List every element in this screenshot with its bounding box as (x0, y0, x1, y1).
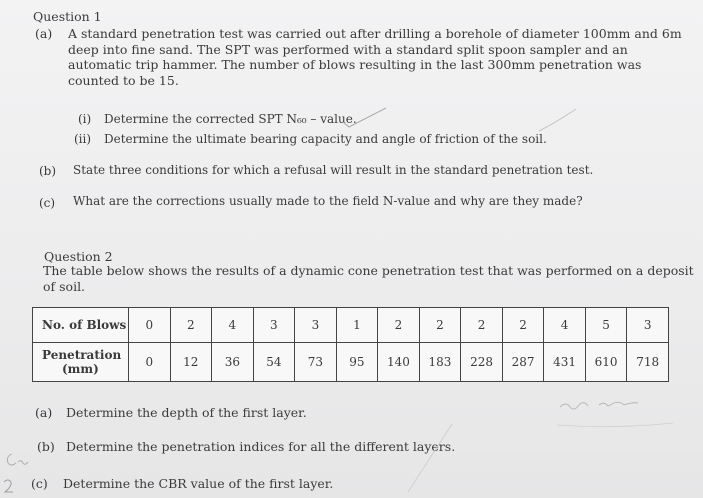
q2-intro-line: The table below shows the results of a dynamic cone penetration test that was performed on a deposit (43, 263, 694, 278)
q1-part-b-text: State three conditions for which a refusal will result in the standard penetration test. (73, 163, 594, 177)
q1-sub-ii-text: Determine the ultimate bearing capacity and angle of friction of the soil. (104, 132, 547, 146)
q2-part-c-text: Determine the CBR value of the first layer. (63, 476, 334, 491)
table-cell: 5 (585, 308, 627, 343)
row-header-blows: No. of Blows (33, 308, 129, 343)
row-header-penetration (33, 343, 129, 382)
pencil-tick-mark (340, 105, 390, 130)
q2-part-a-text: Determine the depth of the first layer. (66, 405, 307, 420)
table-cell: 4 (212, 308, 254, 343)
pencil-margin-note (0, 448, 34, 498)
table-cell: 54 (253, 343, 295, 382)
q1-a-line: automatic trip hammer. The number of blows resulting in the last 300mm penetration was (68, 57, 642, 72)
q1-a-line: counted to be 15. (68, 72, 179, 88)
table-cell: 183 (419, 343, 461, 382)
table-cell: 3 (253, 308, 295, 343)
q2-part-a-marker: (a) (35, 405, 53, 420)
table-cell: 4 (544, 308, 586, 343)
table-cell: 287 (502, 343, 544, 382)
q1-part-b-marker: (b) (39, 164, 57, 178)
q1-part-c-text: What are the corrections usually made to the field N-value and why are they made? (73, 194, 583, 208)
q2-intro-line: of soil. (43, 278, 86, 294)
q2-part-b-text: Determine the penetration indices for all the different layers. (66, 439, 456, 454)
pencil-scribble (555, 395, 685, 435)
table-cell: 228 (461, 343, 503, 382)
q1-a-line: A standard penetration test was carried out after drilling a borehole of diameter 100mm and 6m (68, 26, 682, 41)
pencil-slash-mark (535, 105, 580, 135)
table-cell: 0 (129, 343, 171, 382)
table-cell: 73 (295, 343, 337, 382)
table-cell: 1 (336, 308, 378, 343)
table-cell: 718 (627, 343, 669, 382)
table-cell: 2 (461, 308, 503, 343)
table-cell: 2 (170, 308, 212, 343)
table-cell: 140 (378, 343, 420, 382)
table-cell: 431 (544, 343, 586, 382)
q2-intro-text (43, 263, 694, 294)
q2-part-b-marker: (b) (37, 439, 55, 454)
table-cell: 36 (212, 343, 254, 382)
q1-part-a-marker: (a) (35, 26, 53, 41)
table-row-blows (33, 308, 669, 343)
q2-part-c-marker: (c) (31, 476, 48, 491)
table-cell: 12 (170, 343, 212, 382)
question-1-title: Question 1 (33, 9, 102, 24)
q1-a-line: deep into fine sand. The SPT was performed with a standard split spoon sampler and an (68, 41, 628, 57)
table-cell: 3 (295, 308, 337, 343)
dcp-results-table (32, 307, 669, 382)
q1-part-a-text (68, 26, 682, 88)
q1-part-c-marker: (c) (39, 196, 56, 210)
row-header-penetration-unit: (mm) (62, 362, 99, 376)
table-cell: 95 (336, 343, 378, 382)
q1-sub-ii-marker: (ii) (74, 132, 92, 146)
table-cell: 2 (419, 308, 461, 343)
table-cell: 610 (585, 343, 627, 382)
table-cell: 2 (502, 308, 544, 343)
row-header-penetration-label: Penetration (42, 348, 122, 362)
q1-sub-i-marker: (i) (78, 112, 92, 126)
table-cell: 0 (129, 308, 171, 343)
question-2-title: Question 2 (44, 249, 113, 264)
q1-sub-i-text: Determine the corrected SPT N₆₀ – value. (104, 112, 357, 126)
table-cell: 3 (627, 308, 669, 343)
table-row-penetration (33, 343, 669, 382)
pencil-line (400, 420, 460, 495)
table-cell: 2 (378, 308, 420, 343)
